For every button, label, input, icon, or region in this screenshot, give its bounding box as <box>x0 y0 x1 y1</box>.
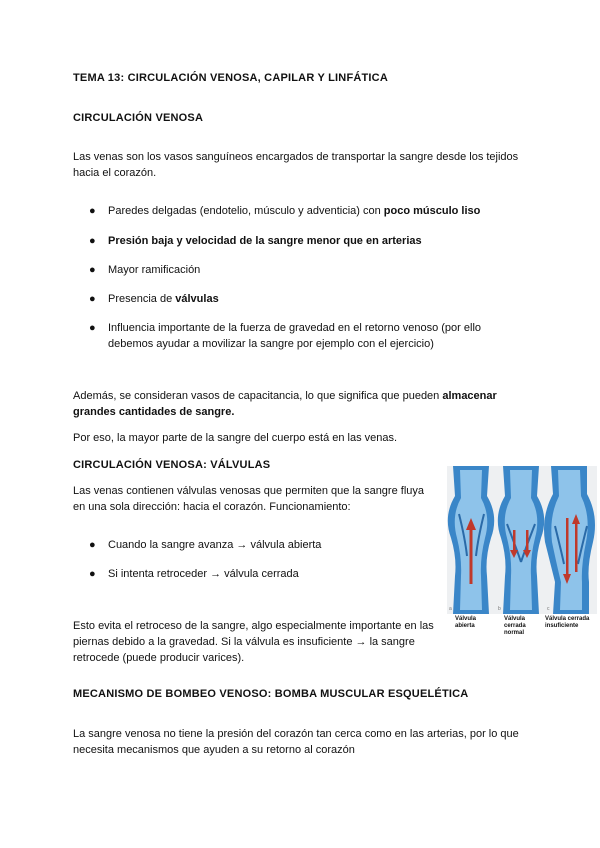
bullet-icon: ● <box>89 293 96 305</box>
bullet-item-pressure: Presión baja y velocidad de la sangre menor que en arterias <box>108 235 422 247</box>
section-heading-venous-circulation: CIRCULACIÓN VENOSA <box>73 112 204 124</box>
bullet-item-valve-closed: Si intenta retroceder → válvula cerrada <box>108 568 299 580</box>
summary-paragraph: Por eso, la mayor parte de la sangre del cuerpo está en las venas. <box>73 432 398 444</box>
intro-paragraph: Las venas son los vasos sanguíneos encargados de transportar la sangre desde los tejidos hacia el corazón. <box>73 151 519 179</box>
bullet-icon: ● <box>89 539 96 551</box>
page-title: TEMA 13: CIRCULACIÓN VENOSA, CAPILAR Y LINFÁTICA <box>73 72 388 84</box>
bullet-item-walls: Paredes delgadas (endotelio, músculo y adventicia) con poco músculo liso <box>108 205 481 217</box>
bullet-item-branching: Mayor ramificación <box>108 264 201 276</box>
panel-letter-c: c <box>547 606 550 612</box>
bullet-icon: ● <box>89 264 96 276</box>
caption-closed-insufficient-valve: Válvula cerrada insuficiente <box>545 616 590 629</box>
vein-panel-closed-normal <box>498 466 544 614</box>
bullet-item-valves: Presencia de válvulas <box>108 293 219 305</box>
vein-valves-figure <box>447 466 597 642</box>
bullet-icon: ● <box>89 205 96 217</box>
valves-intro-paragraph: Las venas contienen válvulas venosas que permiten que la sangre fluya en una sola dirección: hacia el corazón. Funcionamiento: <box>73 485 425 513</box>
panel-letter-b: b <box>498 606 501 612</box>
section-heading-valves: CIRCULACIÓN VENOSA: VÁLVULAS <box>73 459 271 471</box>
bullet-icon: ● <box>89 322 96 334</box>
muscle-pump-paragraph: La sangre venosa no tiene la presión del corazón tan cerca como en las arterias, por lo que necesita mecanismos que ayuden a su retorno al corazón <box>73 728 519 756</box>
bullet-item-valve-open: Cuando la sangre avanza → válvula abierta <box>108 539 322 551</box>
vein-panel-open <box>448 466 494 614</box>
vein-valves-illustration <box>447 466 597 614</box>
bullet-icon: ● <box>89 235 96 247</box>
section-heading-muscle-pump: MECANISMO DE BOMBEO VENOSO: BOMBA MUSCULAR ESQUELÉTICA <box>73 688 469 700</box>
bullet-icon: ● <box>89 568 96 580</box>
bullet-item-gravity: Influencia importante de la fuerza de gravedad en el retorno venoso (por ello debemos ayudar a movilizar la sangre por ejemplo con el ejercicio) <box>108 322 482 350</box>
caption-open-valve: Válvula abierta <box>455 616 477 629</box>
panel-letter-a: a <box>449 606 452 612</box>
caption-closed-normal-valve: Válvula cerrada normal <box>504 616 526 636</box>
valves-closing-paragraph: Esto evita el retroceso de la sangre, algo especialmente importante en las piernas debido a la gravedad. Si la válvula es insuficiente → la sangre retrocede (puede producir varices). <box>73 620 434 664</box>
capacitance-paragraph: Además, se consideran vasos de capacitancia, lo que significa que pueden almacenar grandes cantidades de sangre. <box>73 390 497 418</box>
